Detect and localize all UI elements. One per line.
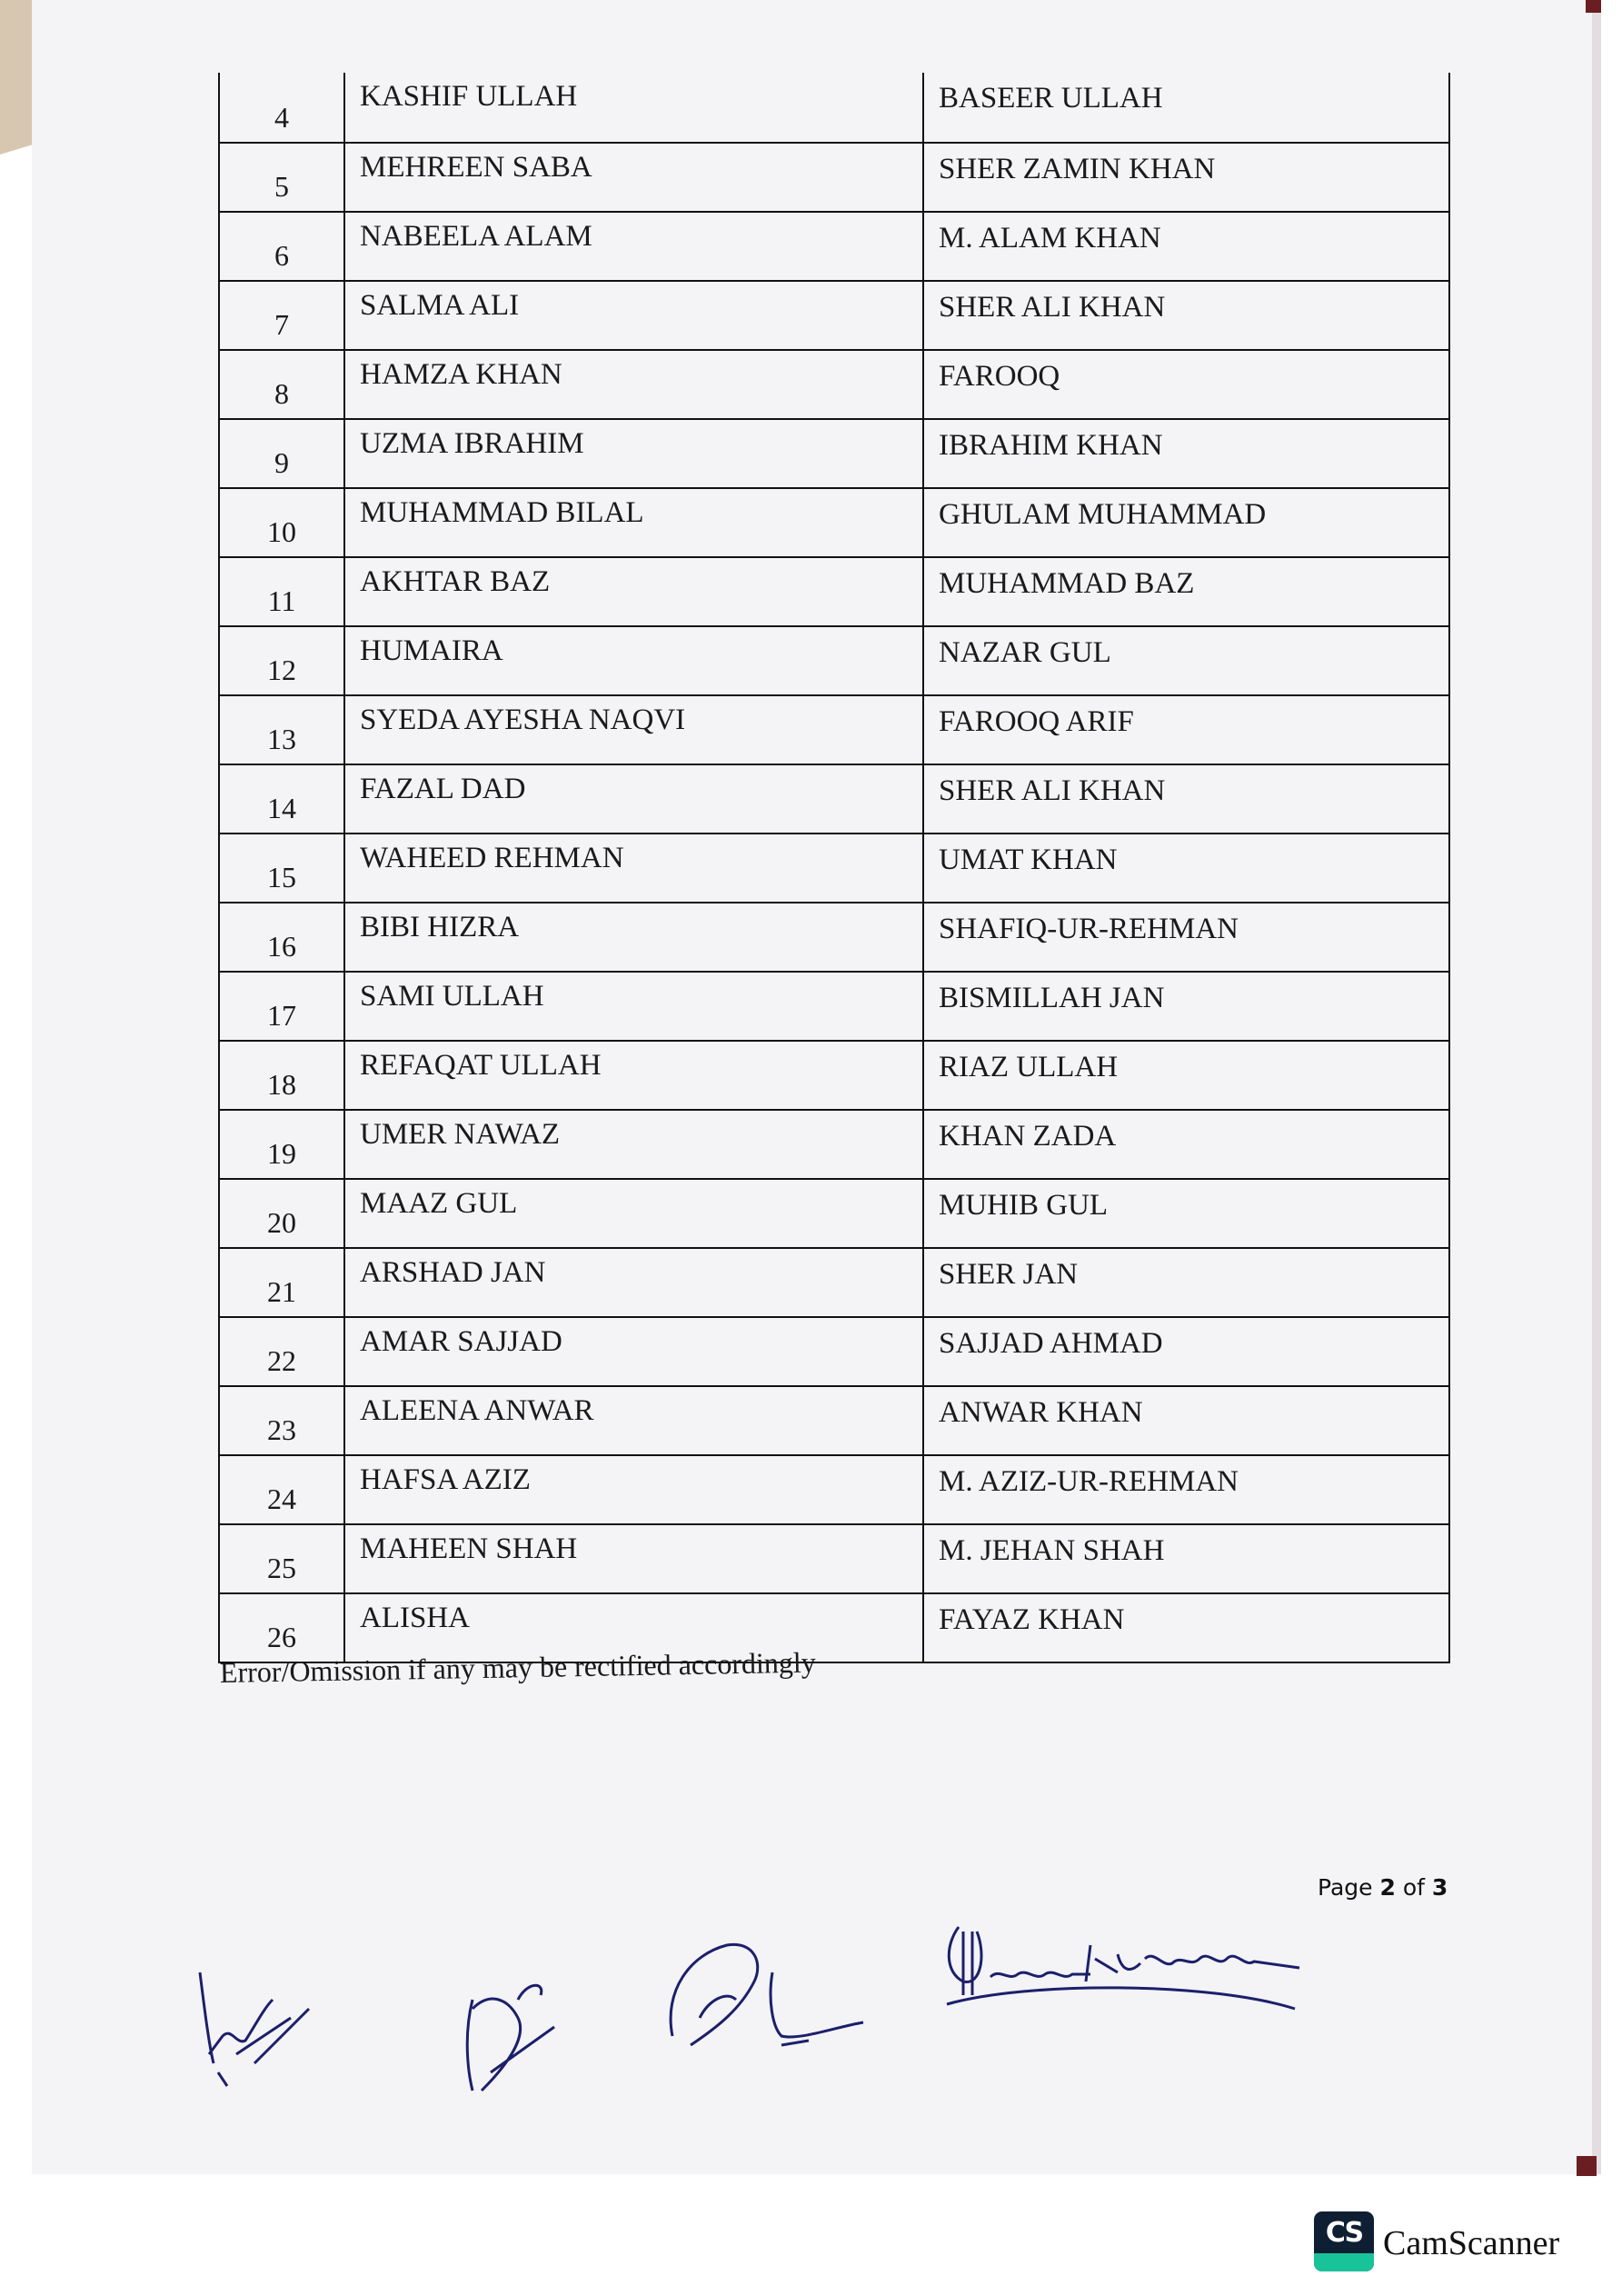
serial-number: 25 — [267, 1552, 296, 1584]
father-name-cell: M. JEHAN SHAH — [939, 1534, 1165, 1567]
name-cell: WAHEED REHMAN — [345, 834, 924, 902]
serial-number-cell — [220, 765, 345, 833]
father-name-cell: RIAZ ULLAH — [939, 1051, 1119, 1083]
serial-number-cell — [220, 282, 345, 349]
page-edge — [1592, 0, 1601, 2174]
name-cell: SALMA ALI — [345, 282, 924, 349]
serial-number: 16 — [267, 930, 296, 963]
table-row — [220, 625, 1448, 694]
serial-number: 23 — [267, 1413, 296, 1446]
serial-number-cell — [220, 144, 345, 211]
table-row — [220, 1040, 1448, 1109]
name-cell: HAMZA KHAN — [345, 351, 924, 418]
serial-number: 10 — [267, 515, 296, 548]
table-row — [220, 418, 1448, 487]
serial-number-cell — [220, 1456, 345, 1523]
table-row — [220, 349, 1448, 418]
signature-3 — [654, 1936, 891, 2063]
serial-number: 12 — [267, 654, 296, 686]
father-name-cell: FAROOQ — [939, 360, 1060, 393]
serial-number-cell — [220, 834, 345, 902]
father-name-cell: SHER ALI KHAN — [939, 291, 1166, 324]
name-cell: UMER NAWAZ — [345, 1111, 924, 1178]
serial-number-cell — [220, 73, 345, 142]
table-row — [220, 1523, 1448, 1592]
father-name-cell: UMAT KHAN — [939, 844, 1118, 876]
name-cell: SAMI ULLAH — [345, 973, 924, 1040]
name-cell: AKHTAR BAZ — [345, 558, 924, 625]
father-name-cell: SAJJAD AHMAD — [939, 1327, 1163, 1360]
name-cell: AMAR SAJJAD — [345, 1318, 924, 1385]
serial-number: 7 — [274, 308, 289, 341]
serial-number: 5 — [274, 170, 289, 203]
table-row — [220, 73, 1448, 142]
father-name-cell: SHER JAN — [939, 1258, 1079, 1291]
table-row — [220, 764, 1448, 833]
serial-number-cell — [220, 1387, 345, 1454]
father-name-cell: M. ALAM KHAN — [939, 222, 1161, 255]
name-cell: REFAQAT ULLAH — [345, 1042, 924, 1109]
serial-number: 20 — [267, 1206, 296, 1239]
footnote: Error/Omission if any may be rectified accordingly — [219, 1645, 816, 1689]
father-name-cell: ANWAR KHAN — [939, 1396, 1143, 1429]
page-current: 2 — [1379, 1874, 1396, 1901]
serial-number: 26 — [267, 1621, 296, 1653]
serial-number-cell — [220, 973, 345, 1040]
serial-number: 18 — [267, 1068, 296, 1101]
father-name-cell: IBRAHIM KHAN — [939, 429, 1163, 462]
serial-number: 21 — [267, 1275, 296, 1308]
background-surface-corner — [1577, 2156, 1597, 2176]
serial-number-cell — [220, 213, 345, 280]
serial-number: 13 — [267, 723, 296, 755]
table-row — [220, 833, 1448, 902]
serial-number: 19 — [267, 1137, 296, 1170]
name-cell: HUMAIRA — [345, 627, 924, 694]
serial-number: 15 — [267, 861, 296, 893]
father-name-cell: SHER ALI KHAN — [939, 774, 1166, 807]
father-name-cell: GHULAM MUHAMMAD — [939, 498, 1267, 531]
camscanner-logo-icon: CS — [1314, 2211, 1374, 2271]
name-cell: BIBI HIZRA — [345, 903, 924, 971]
table-row — [220, 211, 1448, 280]
serial-number: 6 — [274, 239, 289, 272]
father-name-cell: MUHAMMAD BAZ — [939, 567, 1195, 600]
table-row — [220, 1109, 1448, 1178]
table-row — [220, 1454, 1448, 1523]
serial-number: 24 — [267, 1482, 296, 1515]
father-name-cell: NAZAR GUL — [939, 636, 1111, 669]
serial-number-cell — [220, 903, 345, 971]
father-name-cell: M. AZIZ-UR-REHMAN — [939, 1465, 1239, 1498]
table-row — [220, 902, 1448, 971]
table-row — [220, 556, 1448, 625]
table-row — [220, 1592, 1448, 1662]
table-row — [220, 487, 1448, 556]
name-cell: MAHEEN SHAH — [345, 1525, 924, 1592]
table-row — [220, 142, 1448, 211]
signature-2 — [454, 1963, 600, 2100]
serial-number: 14 — [267, 792, 296, 824]
father-name-cell: SHER ZAMIN KHAN — [939, 153, 1216, 185]
name-cell: MEHREEN SABA — [345, 144, 924, 211]
serial-number-cell — [220, 1318, 345, 1385]
serial-number-cell — [220, 1042, 345, 1109]
background-surface-corner — [1586, 0, 1601, 13]
table-row — [220, 1247, 1448, 1316]
serial-number: 8 — [274, 377, 289, 410]
serial-number-cell — [220, 627, 345, 694]
serial-number: 11 — [267, 584, 296, 617]
father-name-cell: FAYAZ KHAN — [939, 1603, 1125, 1636]
name-cell: ARSHAD JAN — [345, 1249, 924, 1316]
camscanner-name: CamScanner — [1383, 2224, 1560, 2262]
father-name-cell: SHAFIQ-UR-REHMAN — [939, 913, 1239, 945]
table-row — [220, 694, 1448, 764]
name-cell: ALISHA — [345, 1594, 924, 1662]
signature-1 — [182, 1954, 363, 2091]
table-row — [220, 1316, 1448, 1385]
father-name-cell: BISMILLAH JAN — [939, 982, 1165, 1014]
father-name-cell: BASEER ULLAH — [939, 82, 1163, 115]
serial-number-cell — [220, 1180, 345, 1247]
father-name-cell: KHAN ZADA — [939, 1120, 1117, 1153]
page-label: Page — [1318, 1874, 1373, 1901]
name-cell: HAFSA AZIZ — [345, 1456, 924, 1523]
name-cell: MUHAMMAD BILAL — [345, 489, 924, 556]
serial-number-cell — [220, 558, 345, 625]
name-cell: MAAZ GUL — [345, 1180, 924, 1247]
table-row — [220, 1385, 1448, 1454]
name-cell: FAZAL DAD — [345, 765, 924, 833]
serial-number: 22 — [267, 1344, 296, 1377]
camscanner-watermark — [1314, 2211, 1559, 2271]
name-cell: SYEDA AYESHA NAQVI — [345, 696, 924, 764]
serial-number-cell — [220, 351, 345, 418]
names-table — [218, 73, 1450, 1663]
name-cell: ALEENA ANWAR — [345, 1387, 924, 1454]
serial-number-cell — [220, 1525, 345, 1592]
name-cell: UZMA IBRAHIM — [345, 420, 924, 487]
page-total: 3 — [1431, 1874, 1448, 1901]
serial-number-cell — [220, 696, 345, 764]
serial-number-cell — [220, 489, 345, 556]
signature-4 — [936, 1918, 1318, 2027]
serial-number: 4 — [274, 101, 289, 134]
serial-number-cell — [220, 1249, 345, 1316]
serial-number: 9 — [274, 446, 289, 479]
serial-number-cell — [220, 420, 345, 487]
serial-number-cell — [220, 1111, 345, 1178]
serial-number: 17 — [267, 999, 296, 1032]
table-row — [220, 971, 1448, 1040]
table-row — [220, 280, 1448, 349]
name-cell: NABEELA ALAM — [345, 213, 924, 280]
father-name-cell: MUHIB GUL — [939, 1189, 1109, 1222]
name-cell: KASHIF ULLAH — [345, 73, 924, 142]
father-name-cell: FAROOQ ARIF — [939, 705, 1134, 738]
page-of: of — [1402, 1874, 1425, 1901]
page-number — [1318, 1874, 1448, 1901]
table-row — [220, 1178, 1448, 1247]
serial-number-cell — [220, 1594, 345, 1662]
